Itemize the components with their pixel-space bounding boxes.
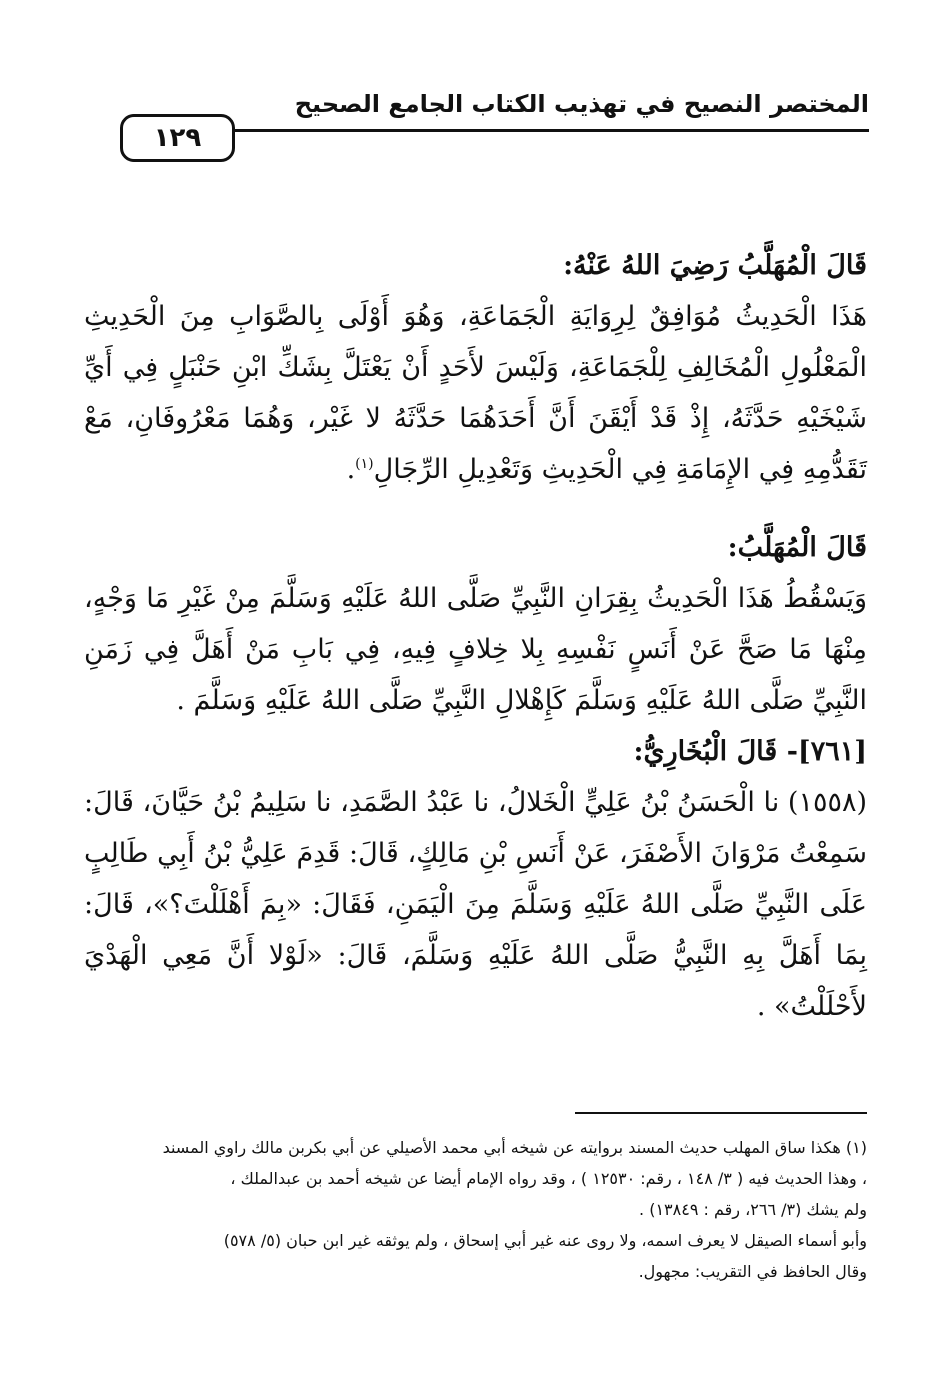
footnote-line: وأبو أسماء الصيقل لا يعرف اسمه، ولا روى عنه غير أبي إسحاق ، ولم يوثقه غير ابن حبان (٥/ ٥٧٨) xyxy=(223,1231,867,1250)
spacer xyxy=(84,495,867,522)
main-text xyxy=(84,240,867,1032)
header-rule xyxy=(235,129,869,132)
page-number-box xyxy=(120,114,235,162)
paragraph-2: وَيَسْقُطُ هَذَا الْحَدِيثُ بِقِرَانِ النَّبِيِّ صَلَّى اللهُ عَلَيْهِ وَسَلَّمَ مِنْ غَيْرِ مَا وَجْهٍ، مِنْهَا مَا صَحَّ عَنْ أَنَسٍ نَفْسِهِ بِلا خِلافٍ فِيهِ، فِي بَابِ مَنْ أَهَلَّ فِي زَمَنِ النَّبِيِّ صَلَّى اللهُ عَلَيْهِ وَسَلَّمَ كَإِهْلالِ النَّبِيِّ صَلَّى اللهُ عَلَيْهِ وَسَلَّمَ . xyxy=(84,583,867,716)
footnote-rule xyxy=(575,1112,867,1114)
footnotes xyxy=(80,1132,867,1287)
footnote-line: ، وهذا الحديث فيه ( ٣/ ١٤٨ ، رقم: ١٢٥٣٠ ) ، وقد رواه الإمام أيضا عن شيخه أحمد بن عبدالملك ، xyxy=(230,1169,867,1188)
paragraph-1 xyxy=(84,291,867,495)
page-number: ١٢٩ xyxy=(153,123,202,153)
hadith-reference: [٧٦١]- قَالَ الْبُخَارِيُّ: xyxy=(633,736,867,767)
paragraph-3: (١٥٥٨) نا الْحَسَنُ بْنُ عَلِيٍّ الْخَلالُ، نا عَبْدُ الصَّمَدِ، نا سَلِيمُ بْنُ حَيَّانَ، قَالَ: سَمِعْتُ مَرْوَانَ الأَصْفَرَ، عَنْ أَنَسِ بْنِ مَالِكٍ، قَالَ: قَدِمَ عَلِيُّ بْنُ أَبِي طَالِبٍ عَلَى النَّبِيِّ صَلَّى اللهُ عَلَيْهِ وَسَلَّمَ مِنَ الْيَمَنِ، فَقَالَ: «بِمَ أَهْلَلْتَ؟»، قَالَ: بِمَا أَهَلَّ بِهِ النَّبِيُّ صَلَّى اللهُ عَلَيْهِ وَسَلَّمَ، قَالَ: «لَوْلا أَنَّ مَعِي الْهَدْيَ لأَحْلَلْتُ» . xyxy=(84,787,867,1022)
paragraph-1-text: هَذَا الْحَدِيثُ مُوَافِقٌ لِرِوَايَةِ الْجَمَاعَةِ، وَهُوَ أَوْلَى بِالصَّوَابِ مِنَ الْحَدِيثِ الْمَعْلُولِ الْمُخَالِفِ لِلْجَمَاعَةِ، وَلَيْسَ لأَحَدٍ أَنْ يَعْتَلَّ بِشَكِّ ابْنِ حَنْبَلٍ فِي أَيِّ شَيْخَيْهِ حَدَّثَهُ، إِذْ قَدْ أَيْقَنَ أَنَّ أَحَدَهُمَا حَدَّثَهُ لا غَيْر، وَهُمَا مَعْرُوفَانِ، مَعْ تَقَدُّمِهِ فِي الإِمَامَةِ فِي الْحَدِيثِ وَتَعْدِيلِ الرِّجَالِ xyxy=(84,301,867,485)
running-header-title: المختصر النصيح في تهذيب الكتاب الجامع الصحيح xyxy=(294,90,869,118)
footnote-line: وقال الحافظ في التقريب: مجهول. xyxy=(638,1262,867,1281)
section-heading-1: قَالَ الْمُهَلَّبُ رَضِيَ اللهُ عَنْهُ: xyxy=(563,250,867,281)
section-heading-2: قَالَ الْمُهَلَّبُ: xyxy=(727,532,867,563)
footnote-line: (١) هكذا ساق المهلب حديث المسند بروايته عن شيخه أبي محمد الأصيلي عن أبي بكربن مالك راوي المسند xyxy=(162,1138,867,1157)
paragraph-1-end: . xyxy=(346,454,356,485)
footnote-line: ولم يشك (٣/ ٢٦٦، رقم : ١٣٨٤٩) . xyxy=(639,1200,867,1219)
footnote-marker: (١) xyxy=(355,456,374,472)
